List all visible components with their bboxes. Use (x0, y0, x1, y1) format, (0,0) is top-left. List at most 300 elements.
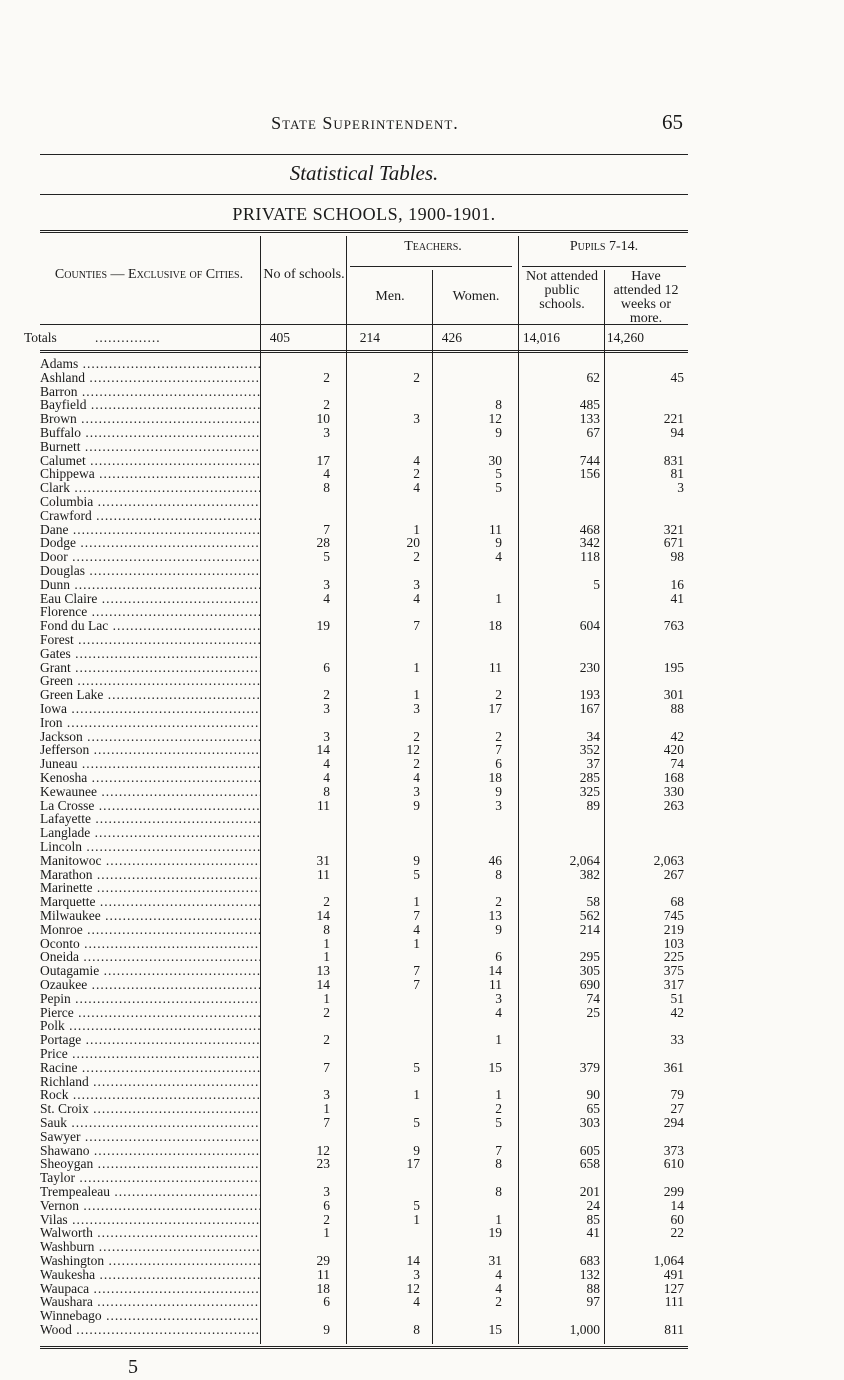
women-cell: 2 (495, 687, 502, 703)
table-row (40, 978, 688, 992)
have-attended-cell: 3 (677, 480, 684, 496)
have-attended-cell: 27 (670, 1101, 684, 1117)
county-name: Bayfield ..... (40, 398, 260, 412)
county-name: Kewaunee ..... (40, 785, 260, 799)
women-cell: 13 (488, 908, 502, 923)
men-cell: 1 (413, 1211, 420, 1227)
county-name: Waushara ..... (40, 1295, 260, 1309)
men-cell: 9 (413, 1142, 420, 1158)
have-attended-cell: 671 (663, 535, 684, 551)
women-cell: 18 (488, 770, 502, 785)
men-cell: 4 (413, 480, 420, 496)
women-cell: 14 (488, 963, 502, 979)
not-attended-cell: 193 (579, 687, 600, 703)
have-attended-cell: 491 (663, 1266, 684, 1282)
not-attended-cell: 285 (579, 770, 600, 785)
men-cell: 3 (413, 576, 420, 592)
not-attended-cell: 295 (579, 949, 600, 965)
col-men-header: Men. (375, 289, 405, 304)
have-attended-cell: 745 (663, 908, 684, 923)
have-attended-cell: 1,064 (653, 1253, 684, 1268)
table-row (40, 1130, 688, 1144)
not-attended-cell: 690 (579, 977, 600, 992)
table-row (40, 426, 688, 440)
county-name: Brown ..... (40, 412, 260, 426)
not-attended-cell: 382 (579, 866, 600, 882)
table-row (40, 633, 688, 647)
totals-leader: ............... (95, 330, 161, 345)
subtitle-rule (40, 194, 688, 195)
women-cell: 2 (495, 1101, 502, 1117)
men-cell: 1 (413, 687, 420, 703)
men-cell: 3 (413, 783, 420, 799)
have-attended-cell: 111 (664, 1294, 684, 1310)
women-cell: 6 (495, 756, 502, 772)
have-attended-cell: 321 (663, 521, 684, 537)
county-name: Winnebago ..... (40, 1309, 260, 1323)
county-name: St. Croix ..... (40, 1102, 260, 1116)
schools-cell: 4 (323, 756, 330, 772)
county-name: Sheoygan ..... (40, 1157, 260, 1171)
county-name: Eau Claire ..... (40, 592, 260, 606)
not-attended-cell: 97 (586, 1294, 600, 1310)
not-attended-cell: 305 (579, 963, 600, 979)
not-attended-cell: 24 (586, 1197, 600, 1213)
schools-cell: 11 (317, 797, 330, 813)
col-have-attended-header: Have attended 12 weeks or more. (613, 269, 679, 326)
schools-cell: 3 (323, 576, 330, 592)
schools-cell: 1 (323, 990, 330, 1006)
schools-cell: 4 (323, 770, 330, 785)
men-cell: 20 (406, 535, 420, 551)
county-name: Iowa ..... (40, 702, 260, 716)
not-attended-cell: 118 (580, 549, 600, 565)
women-cell: 31 (488, 1253, 502, 1268)
county-name: Forest ..... (40, 633, 260, 647)
county-name: Dane ..... (40, 523, 260, 537)
county-name: Sawyer ..... (40, 1130, 260, 1144)
have-attended-cell: 60 (670, 1211, 684, 1227)
table-title: PRIVATE SCHOOLS, 1900-1901. (232, 204, 496, 224)
men-cell: 17 (406, 1156, 420, 1172)
women-cell: 8 (495, 1156, 502, 1172)
county-name: Grant ..... (40, 661, 260, 675)
women-cell: 30 (488, 452, 502, 468)
county-name: Waukesha ..... (40, 1268, 260, 1282)
not-attended-cell: 230 (579, 659, 600, 675)
women-cell: 17 (488, 701, 502, 716)
women-cell: 8 (495, 866, 502, 882)
men-cell: 5 (413, 1115, 420, 1130)
schools-cell: 11 (317, 1266, 330, 1282)
not-attended-cell: 88 (586, 1280, 600, 1296)
table-row (40, 826, 688, 840)
men-cell: 1 (413, 935, 420, 951)
table-row (40, 495, 688, 509)
have-attended-cell: 195 (663, 659, 684, 675)
county-name: Richland ..... (40, 1075, 260, 1089)
county-name: Trempealeau ..... (40, 1185, 260, 1199)
schools-cell: 7 (323, 521, 330, 537)
subtitle: Statistical Tables. (289, 161, 439, 185)
schools-cell: 12 (316, 1142, 330, 1158)
men-cell: 4 (413, 452, 420, 468)
county-name: Washington ..... (40, 1254, 260, 1268)
schools-cell: 2 (323, 1032, 330, 1048)
schools-cell: 28 (316, 535, 330, 551)
table-row (40, 481, 688, 495)
not-attended-cell: 562 (579, 908, 600, 923)
county-name: Columbia ..... (40, 495, 260, 509)
county-name: Dodge ..... (40, 536, 260, 550)
schools-cell: 9 (323, 1322, 330, 1337)
have-attended-cell: 79 (670, 1087, 684, 1103)
county-name: Adams ..... (40, 357, 260, 371)
county-name: Florence ..... (40, 605, 260, 619)
women-cell: 15 (488, 1059, 502, 1075)
not-attended-cell: 25 (586, 1004, 600, 1020)
men-cell: 2 (413, 728, 420, 744)
not-attended-cell: 303 (579, 1115, 600, 1130)
table-row (40, 371, 688, 385)
county-name: Oneida ..... (40, 950, 260, 964)
men-cell: 14 (406, 1253, 420, 1268)
not-attended-cell: 65 (586, 1101, 600, 1117)
schools-cell: 2 (323, 1211, 330, 1227)
not-attended-cell: 67 (586, 425, 600, 440)
not-attended-cell: 605 (579, 1142, 600, 1158)
table-row (40, 647, 688, 661)
have-attended-cell: 14 (670, 1197, 684, 1213)
have-attended-cell: 16 (670, 576, 684, 592)
not-attended-cell: 85 (586, 1211, 600, 1227)
table-row (40, 1185, 688, 1199)
county-name: Portage ..... (40, 1033, 260, 1047)
not-attended-cell: 74 (586, 990, 600, 1006)
table-row (40, 1116, 688, 1130)
schools-cell: 2 (323, 687, 330, 703)
have-attended-cell: 22 (670, 1225, 684, 1241)
women-cell: 9 (495, 921, 502, 937)
schools-cell: 6 (323, 659, 330, 675)
county-name: Pepin ..... (40, 992, 260, 1006)
not-attended-cell: 37 (586, 756, 600, 772)
not-attended-cell: 156 (579, 466, 600, 482)
men-cell: 1 (413, 659, 420, 675)
table-row (40, 619, 688, 633)
table-row (40, 854, 688, 868)
table-row (40, 440, 688, 454)
county-name: Douglas ..... (40, 564, 260, 578)
not-attended-cell: 658 (579, 1156, 600, 1172)
women-cell: 9 (495, 535, 502, 551)
schools-cell: 14 (316, 977, 330, 992)
have-attended-cell: 361 (663, 1059, 684, 1075)
table-row (40, 1019, 688, 1033)
county-name: Price ..... (40, 1047, 260, 1061)
table-row (40, 785, 688, 799)
have-attended-cell: 267 (663, 866, 684, 882)
schools-cell: 3 (323, 1184, 330, 1199)
col-counties-header (44, 268, 254, 282)
men-cell: 1 (413, 521, 420, 537)
col-teachers-header: Teachers. (404, 239, 462, 254)
have-attended-cell: 33 (670, 1032, 684, 1048)
have-attended-cell: 219 (663, 921, 684, 937)
county-name: Pierce ..... (40, 1006, 260, 1020)
women-cell: 8 (495, 397, 502, 413)
county-name: Sauk ..... (40, 1116, 260, 1130)
running-title: State Superintendent. (271, 113, 459, 133)
schools-cell: 14 (316, 908, 330, 923)
schools-cell: 6 (323, 1197, 330, 1213)
women-cell: 6 (495, 949, 502, 965)
men-cell: 7 (413, 963, 420, 979)
county-name: Burnett ..... (40, 440, 260, 454)
have-attended-cell: 98 (670, 549, 684, 565)
county-name: Rock ..... (40, 1088, 260, 1102)
not-attended-cell: 1,000 (569, 1322, 600, 1337)
not-attended-cell: 485 (579, 397, 600, 413)
table-row (40, 1268, 688, 1282)
county-name: Ashland ..... (40, 371, 260, 385)
county-name: Door ..... (40, 550, 260, 564)
have-attended-cell: 45 (670, 369, 684, 385)
men-cell: 9 (413, 852, 420, 868)
schools-cell: 8 (323, 921, 330, 937)
county-name: Jefferson ..... (40, 743, 260, 757)
page-number: 65 (662, 110, 683, 134)
women-cell: 9 (495, 425, 502, 440)
schools-cell: 8 (323, 783, 330, 799)
county-name: Marinette ..... (40, 881, 260, 895)
have-attended-cell: 294 (663, 1115, 684, 1130)
men-cell: 3 (413, 701, 420, 716)
col-not-attended-header: Not attended public schools. (526, 269, 598, 312)
schools-cell: 2 (323, 369, 330, 385)
men-cell: 5 (413, 1197, 420, 1213)
have-attended-cell: 94 (670, 425, 684, 440)
table-row (40, 702, 688, 716)
not-attended-cell: 62 (586, 369, 600, 385)
table-top-rule (40, 230, 688, 233)
men-cell: 5 (413, 866, 420, 882)
county-name: Langlade ..... (40, 826, 260, 840)
men-cell: 9 (413, 797, 420, 813)
table-row (40, 1033, 688, 1047)
county-name: Calumet ..... (40, 454, 260, 468)
have-attended-cell: 74 (670, 756, 684, 772)
men-cell: 1 (413, 1087, 420, 1103)
county-name: Taylor ..... (40, 1171, 260, 1185)
schools-cell: 18 (316, 1280, 330, 1296)
have-attended-cell: 375 (663, 963, 684, 979)
totals-rule (40, 350, 688, 353)
county-name: Marquette ..... (40, 895, 260, 909)
not-attended-cell: 90 (586, 1087, 600, 1103)
county-name: Vernon ..... (40, 1199, 260, 1213)
table-row (40, 564, 688, 578)
have-attended-cell: 41 (670, 590, 684, 606)
women-cell: 1 (495, 1087, 502, 1103)
county-name: Chippewa ..... (40, 467, 260, 481)
table-row (40, 1323, 688, 1337)
women-cell: 7 (495, 742, 502, 758)
women-cell: 2 (495, 728, 502, 744)
not-attended-cell: 744 (579, 452, 600, 468)
table-row (40, 509, 688, 523)
county-name: Kenosha ..... (40, 771, 260, 785)
schools-cell: 3 (323, 1087, 330, 1103)
table-row (40, 1254, 688, 1268)
county-name: Barron ..... (40, 385, 260, 399)
men-cell: 3 (413, 1266, 420, 1282)
women-cell: 12 (488, 411, 502, 427)
have-attended-cell: 610 (663, 1156, 684, 1172)
table-row (40, 840, 688, 854)
schools-cell: 1 (323, 1225, 330, 1241)
schools-cell: 29 (316, 1253, 330, 1268)
table-row (40, 592, 688, 606)
county-name: La Crosse ..... (40, 799, 260, 813)
men-cell: 12 (406, 742, 420, 758)
not-attended-cell: 683 (579, 1253, 600, 1268)
not-attended-cell: 89 (586, 797, 600, 813)
county-name: Monroe ..... (40, 923, 260, 937)
have-attended-cell: 225 (663, 949, 684, 965)
men-cell: 7 (413, 618, 420, 634)
men-cell: 4 (413, 1294, 420, 1310)
have-attended-cell: 420 (663, 742, 684, 758)
county-name: Waupaca ..... (40, 1282, 260, 1296)
totals-schools: 405 (269, 330, 290, 345)
county-name: Jackson ..... (40, 730, 260, 744)
not-attended-cell: 167 (579, 701, 600, 716)
women-cell: 5 (495, 1115, 502, 1130)
table-row (40, 661, 688, 675)
schools-cell: 1 (323, 1101, 330, 1117)
women-cell: 1 (495, 1211, 502, 1227)
schools-cell: 4 (323, 590, 330, 606)
have-attended-cell: 68 (670, 894, 684, 910)
totals-have-attended: 14,260 (606, 330, 644, 345)
have-attended-cell: 103 (663, 935, 684, 951)
county-name: Milwaukee ..... (40, 909, 260, 923)
women-cell: 19 (488, 1225, 502, 1241)
col-schools-header: No of schools. (263, 267, 345, 282)
women-cell: 1 (495, 1032, 502, 1048)
have-attended-cell: 831 (663, 452, 684, 468)
county-name: Iron ..... (40, 716, 260, 730)
not-attended-cell: 379 (579, 1059, 600, 1075)
schools-cell: 4 (323, 466, 330, 482)
have-attended-cell: 88 (670, 701, 684, 716)
county-name: Buffalo ..... (40, 426, 260, 440)
men-cell: 4 (413, 770, 420, 785)
women-cell: 18 (488, 618, 502, 634)
schools-cell: 19 (316, 618, 330, 634)
table-row (40, 868, 688, 882)
schools-cell: 8 (323, 480, 330, 496)
have-attended-cell: 301 (663, 687, 684, 703)
table-row (40, 1295, 688, 1309)
have-attended-cell: 168 (663, 770, 684, 785)
table-row (40, 812, 688, 826)
men-cell: 4 (413, 590, 420, 606)
schools-cell: 2 (323, 1004, 330, 1020)
table-row (40, 992, 688, 1006)
not-attended-cell: 5 (593, 576, 600, 592)
have-attended-cell: 51 (670, 990, 684, 1006)
county-name: Wood ..... (40, 1323, 260, 1337)
schools-cell: 23 (316, 1156, 330, 1172)
men-cell: 3 (413, 411, 420, 427)
not-attended-cell: 342 (579, 535, 600, 551)
county-name: Gates ..... (40, 647, 260, 661)
county-name: Lafayette ..... (40, 812, 260, 826)
table-row (40, 357, 688, 371)
county-name: Juneau ..... (40, 757, 260, 771)
women-cell: 4 (495, 1266, 502, 1282)
women-cell: 9 (495, 783, 502, 799)
county-name: Dunn ..... (40, 578, 260, 592)
women-cell: 3 (495, 797, 502, 813)
have-attended-cell: 330 (663, 783, 684, 799)
county-name: Manitowoc ..... (40, 854, 260, 868)
totals-women: 426 (441, 330, 462, 345)
have-attended-cell: 221 (663, 411, 684, 427)
col-women-header: Women. (452, 289, 500, 304)
county-name: Outagamie ..... (40, 964, 260, 978)
not-attended-cell: 58 (586, 894, 600, 910)
schools-cell: 5 (323, 549, 330, 565)
schools-cell: 11 (317, 866, 330, 882)
totals-men: 214 (359, 330, 380, 345)
totals-label: Totals (24, 330, 57, 345)
men-cell: 12 (406, 1280, 420, 1296)
women-cell: 2 (495, 894, 502, 910)
table-row (40, 1226, 688, 1240)
schools-cell: 14 (316, 742, 330, 758)
women-cell: 3 (495, 990, 502, 1006)
table-row (40, 1157, 688, 1171)
table-row (40, 550, 688, 564)
schools-cell: 7 (323, 1115, 330, 1130)
table-row (40, 1061, 688, 1075)
men-cell: 8 (413, 1322, 420, 1337)
have-attended-cell: 299 (663, 1184, 684, 1199)
have-attended-cell: 127 (663, 1280, 684, 1296)
women-cell: 4 (495, 549, 502, 565)
men-cell: 7 (413, 977, 420, 992)
women-cell: 7 (495, 1142, 502, 1158)
pupils-subrule (522, 266, 686, 267)
county-name: Ozaukee ..... (40, 978, 260, 992)
table-row (40, 716, 688, 730)
table-row (40, 799, 688, 813)
table-row (40, 1047, 688, 1061)
county-name: Crawford ..... (40, 509, 260, 523)
county-name: Polk ..... (40, 1019, 260, 1033)
county-name: Green Lake ..... (40, 688, 260, 702)
header-rule (40, 154, 688, 155)
schools-cell: 7 (323, 1059, 330, 1075)
men-cell: 7 (413, 908, 420, 923)
schools-cell: 31 (316, 852, 330, 868)
county-name: Clark ..... (40, 481, 260, 495)
women-cell: 5 (495, 466, 502, 482)
schools-cell: 17 (316, 452, 330, 468)
